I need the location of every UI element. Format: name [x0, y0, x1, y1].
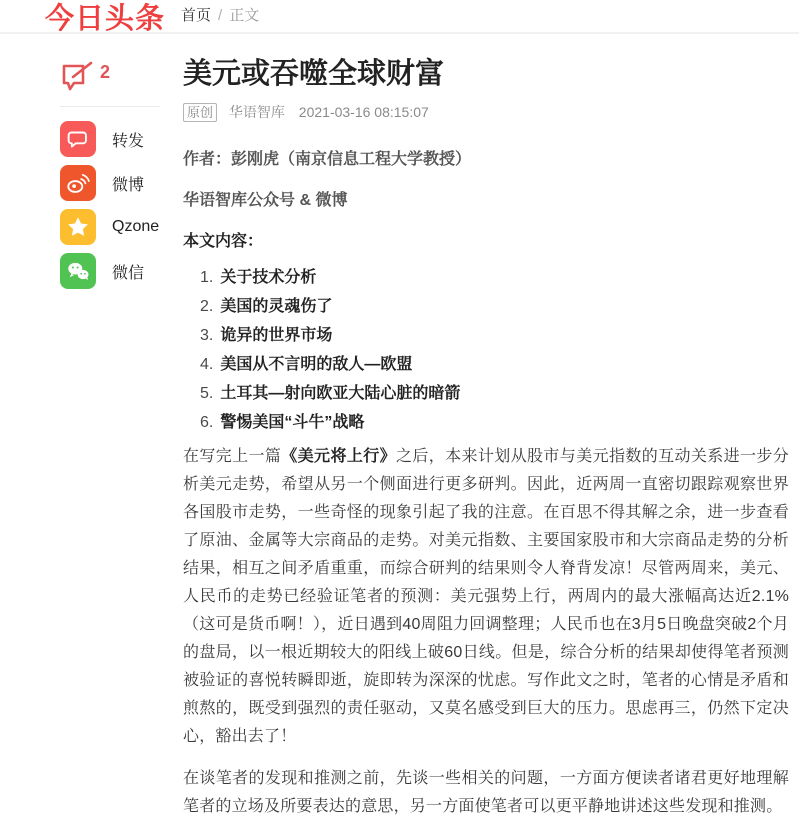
wechat-icon [60, 253, 96, 289]
toc-item-number: 5. [200, 385, 214, 402]
toc-item-number: 1. [200, 269, 214, 286]
share-button-wechat[interactable] [60, 253, 172, 289]
weibo-icon [60, 165, 96, 201]
share-button-weibo[interactable] [60, 165, 172, 201]
table-of-contents [183, 263, 789, 437]
share-label: 微博 [112, 176, 145, 194]
article-body [183, 34, 789, 821]
article-meta [183, 102, 789, 122]
original-tag: 原创 [183, 103, 217, 122]
page-title: 美元或吞噬全球财富 [183, 58, 445, 90]
toc-item [200, 379, 789, 408]
share-bubble-icon [60, 121, 96, 157]
paragraph [183, 443, 789, 751]
publish-timestamp: 2021-03-16 08:15:07 [298, 104, 429, 120]
toc-item [200, 350, 789, 379]
toc-item [200, 263, 789, 292]
share-label: Qzone [112, 218, 160, 235]
toc-item-label: 警惕美国“斗牛”战略 [220, 414, 365, 431]
paragraph: 在谈笔者的发现和推测之前，先谈一些相关的问题，一方面方便读者诸君更好地理解笔者的立场及所要表达的意思，另一方面使笔者可以更平静地讲述这些发现和推测。 [183, 770, 789, 815]
toc-item-number: 6. [200, 414, 214, 431]
breadcrumb-separator: / [218, 7, 223, 24]
paragraph-text: 之后，本来计划从股市与美元指数的互动关系进一步分析美元走势，希望从另一个侧面进行更多研判。因此，近两周一直密切跟踪观察世界各国股市走势，一些奇怪的现象引起了我的注意。在百思不得其解之余，进一步查看了原油、金属等大宗商品的走势。对美元指数、主要国家股市和大宗商品走势的分析结果，相互之间矛盾重重，而综合研判的结果则令人脊背发凉！尽管两周来，美元、人民币的走势已经验证笔者的预测：美元强势上行，两周内的最大涨幅高达近2.1%（这可是货币啊！），近日遇到40周阻力回调整理；人民币也在3月5日晚盘突破2个月的盘局，以一根近期较大的阳线上破60日线。但是，综合分析的结果却使得笔者预测被验证的喜悦转瞬即逝，旋即转为深深的忧虑。写作此文之时，笔者的心情是矛盾和煎熬的，既受到强烈的责任驱动，又莫名感受到巨大的压力。思虑再三，仍然下定决心，豁出去了！ [183, 448, 789, 745]
toc-item-label: 土耳其—射向欧亚大陆心脏的暗箭 [220, 385, 461, 402]
breadcrumb-current: 正文 [229, 7, 260, 24]
book-title-reference: 《美元将上行》 [281, 448, 396, 465]
share-label: 转发 [112, 132, 145, 150]
toc-item [200, 321, 789, 350]
toc-item-label: 诡异的世界市场 [220, 327, 333, 344]
share-button-repost[interactable] [60, 121, 172, 157]
channel-line: 华语智库公众号 & 微博 [183, 192, 348, 209]
share-rail [60, 60, 172, 297]
breadcrumb-home[interactable]: 首页 [181, 7, 212, 24]
toc-item-label: 关于技术分析 [220, 269, 317, 286]
paragraph-text: 在写完上一篇 [183, 448, 282, 465]
toc-item-label: 美国的灵魂伤了 [220, 298, 333, 315]
toc-item-label: 美国从不言明的敌人—欧盟 [220, 356, 413, 373]
toc-item-number: 3. [200, 327, 214, 344]
comment-count-badge: 2 [100, 62, 111, 82]
breadcrumb [181, 0, 259, 32]
write-comment-icon [60, 60, 94, 99]
rail-divider [60, 106, 160, 107]
share-label: 微信 [112, 264, 145, 282]
source-name[interactable]: 华语智库 [228, 104, 285, 120]
share-button-qzone[interactable] [60, 209, 172, 245]
toc-item [200, 408, 789, 437]
author-line: 作者：彭刚虎（南京信息工程大学教授） [183, 151, 472, 168]
site-logo[interactable]: 今日头条 [45, 3, 166, 35]
toc-item-number: 2. [200, 298, 214, 315]
toc-item-number: 4. [200, 356, 214, 373]
toc-heading: 本文内容： [183, 233, 264, 250]
qzone-star-icon [60, 209, 96, 245]
comment-entry[interactable] [60, 60, 172, 102]
toc-item [200, 292, 789, 321]
top-nav [0, 0, 799, 34]
